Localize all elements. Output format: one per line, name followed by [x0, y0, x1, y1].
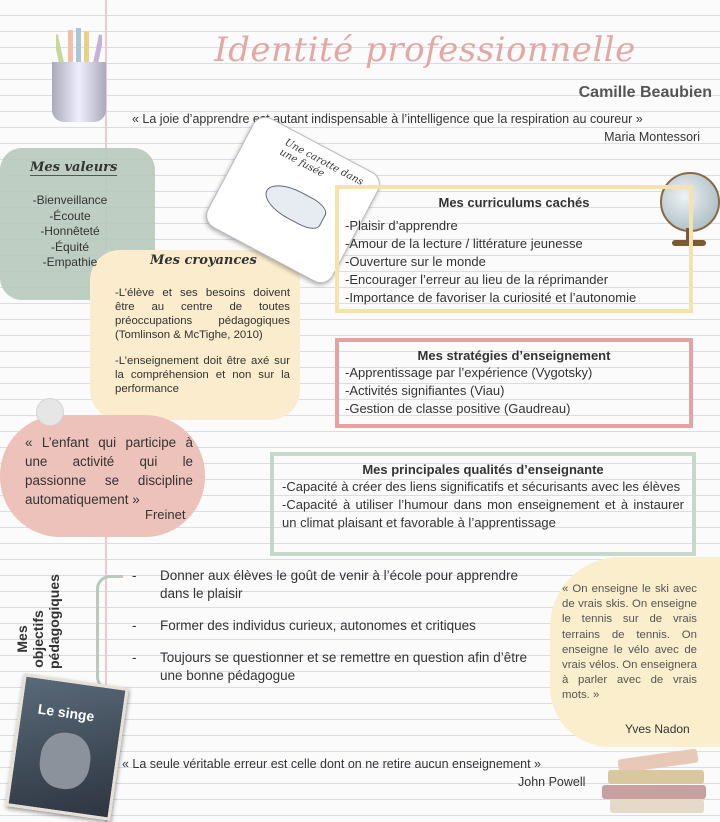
pencil-cup-icon — [52, 62, 106, 122]
quote-nadon: « On enseigne le ski avec de vrais skis. On enseigne le tennis sur de vrais terrains de tennis. On enseigne le vélo avec de vrais vélos. On enseignera à parler avec de vrais mots. » — [562, 583, 697, 702]
valeur-item: -Équité — [50, 239, 90, 254]
strategies-list — [345, 364, 683, 418]
objectifs-title: Mes objectifs pédagogiques — [14, 574, 62, 669]
quote-powell-author: John Powell — [518, 775, 586, 789]
books-stack-icon — [598, 752, 712, 812]
valeur-item: -Bienveillance — [32, 193, 108, 207]
qualite-item: -Capacité à créer des liens significatifs et sécurisants avec les élèves — [282, 479, 681, 494]
curriculum-item: -Encourager l’erreur au lieu de la réprimander — [345, 272, 609, 287]
croyances-text — [115, 286, 290, 396]
objectif-item — [132, 649, 527, 685]
quote-montessori: « La joie d’apprendre est autant indispensable à l’intelligence que la respiration au coureur » — [132, 112, 643, 126]
valeur-item: -Honnêteté — [40, 224, 100, 238]
rocket-icon — [259, 177, 330, 234]
objectif-item — [132, 617, 527, 635]
curriculum-item: -Importance de favoriser la curiosité et l’autonomie — [345, 290, 637, 305]
objectif-text: Donner aux élèves le goût de venir à l’école pour apprendre dans le plaisir — [160, 568, 518, 601]
curriculum-item: -Plaisir d’apprendre — [345, 218, 458, 233]
valeurs-list — [0, 193, 140, 271]
quote-powell: « La seule véritable erreur est celle dont on ne retire aucun enseignement » — [122, 757, 542, 771]
strategy-item: -Gestion de classe positive (Gaudreau) — [345, 401, 571, 416]
croyance-item: -L’élève et ses besoins doivent être au centre de toutes préoccupations pédagogiques (Tomlinson & McTighe, 2010) — [115, 287, 290, 341]
curriculums-list — [345, 217, 683, 307]
strategy-item: -Apprentissage par l’expérience (Vygotsky) — [345, 365, 593, 380]
curriculum-item: -Amour de la lecture / littérature jeunesse — [345, 236, 583, 251]
valeurs-title: Mes valeurs — [30, 160, 118, 175]
curriculums-box — [335, 185, 693, 313]
quote-freinet: « L’enfant qui participe à une activité qui le passionne se discipline automatiquement » — [25, 435, 193, 507]
strategies-title: Mes stratégies d’enseignement — [417, 348, 611, 363]
monkey-icon — [36, 730, 93, 792]
bullet-dash: - — [132, 618, 137, 633]
valeur-item: -Empathie — [42, 255, 98, 269]
objectifs-list — [132, 567, 527, 699]
book-cover-image — [5, 673, 129, 820]
curriculum-item: -Ouverture sur le monde — [345, 254, 486, 269]
quote-montessori-author: Maria Montessori — [604, 130, 700, 144]
strategy-item: -Activités signifiantes (Viau) — [345, 383, 505, 398]
brace-decoration — [96, 575, 123, 691]
quote-freinet-author: Freinet — [145, 507, 186, 522]
objectif-item — [132, 567, 527, 603]
qualites-list — [282, 478, 684, 532]
quote-nadon-author: Yves Nadon — [625, 722, 690, 736]
strategies-box — [335, 338, 693, 428]
qualites-title: Mes principales qualités d’enseignante — [362, 462, 604, 477]
page-title: Identité professionnelle — [214, 30, 636, 70]
qualite-item: -Capacité à utiliser l’humour dans mon enseignement et à instaurer un climat plaisant et favorable à l’apprentissage — [282, 497, 684, 530]
bullet-dash: - — [132, 650, 137, 665]
bullet-dash: - — [132, 568, 137, 583]
circle-decoration — [36, 398, 64, 426]
curriculums-title: Mes curriculums cachés — [438, 195, 590, 210]
author-name: Camille Beaubien — [578, 84, 712, 101]
objectifs-title-wrap — [0, 574, 78, 680]
objectif-text: Former des individus curieux, autonomes et critiques — [160, 618, 476, 633]
book-title: Le singe — [36, 700, 96, 725]
objectif-text: Toujours se questionner et se remettre en question afin d’être une bonne pédagogue — [160, 650, 527, 683]
croyance-item: -L’enseignement doit être axé sur la compréhension et non sur la performance — [115, 355, 290, 395]
card-text: Une carotte dans une fusée — [277, 137, 366, 188]
qualites-box — [270, 452, 696, 556]
croyances-title: Mes croyances — [150, 253, 257, 268]
valeur-item: -Écoute — [49, 208, 91, 223]
